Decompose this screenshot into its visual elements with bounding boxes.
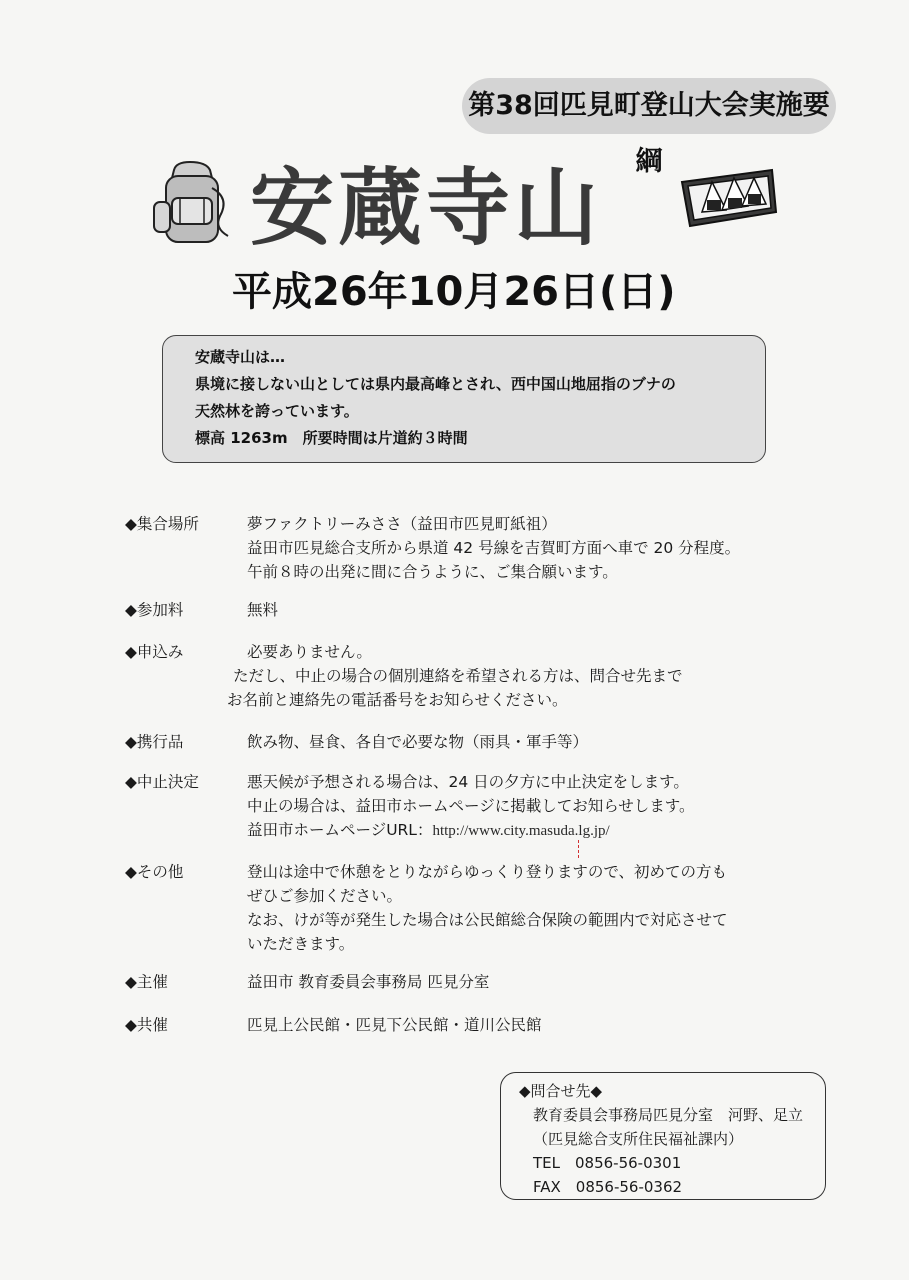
section-label: ◆参加料 (125, 601, 184, 619)
section-line: 午前８時の出発に間に合うように、ご集合願います。 (247, 563, 618, 581)
contact-box (500, 1072, 826, 1200)
contact-fax: FAX 0856-56-0362 (533, 1178, 683, 1196)
section-line: 飲み物、昼食、各自で必要な物（雨具・軍手等） (247, 733, 589, 751)
section-line: 匹見上公民館・匹見下公民館・道川公民館 (247, 1016, 542, 1034)
section-label: ◆共催 (125, 1016, 168, 1034)
section-line: 悪天候が予想される場合は、24 日の夕方に中止決定をします。 (247, 773, 689, 791)
contact-dept: （匹見総合支所住民福祉課内） (533, 1130, 744, 1148)
section-line: 無料 (247, 601, 279, 619)
section-line: ぜひご参加ください。 (247, 887, 403, 905)
red-annotation-mark (578, 840, 579, 858)
intro-line: 標高 1263m 所要時間は片道約３時間 (195, 429, 468, 447)
section-label: ◆その他 (125, 863, 184, 881)
backpack-illustration (150, 158, 232, 254)
section-line: 益田市 教育委員会事務局 匹見分室 (247, 973, 490, 991)
url-label: 益田市ホームページURL： (247, 821, 433, 839)
contact-heading: ◆問合せ先◆ (519, 1082, 603, 1100)
section-line: いただきます。 (247, 935, 355, 953)
intro-box (162, 335, 766, 463)
contact-tel: TEL 0856-56-0301 (533, 1154, 682, 1172)
section-line: お名前と連絡先の電話番号をお知らせください。 (227, 691, 568, 709)
section-line: なお、けが等が発生した場合は公民館総合保険の範囲内で対応させて (247, 911, 728, 929)
intro-line: 天然林を誇っています。 (195, 402, 359, 420)
event-date: 平成26年10月26日(日) (232, 269, 676, 315)
main-title: 安蔵寺山 (250, 159, 603, 257)
intro-line: 安蔵寺山は… (195, 348, 286, 366)
section-label: ◆集合場所 (125, 515, 199, 533)
section-line: 中止の場合は、益田市ホームページに掲載してお知らせします。 (247, 797, 695, 815)
section-label: ◆申込み (125, 643, 184, 661)
contact-office: 教育委員会事務局匹見分室 河野、足立 (533, 1106, 804, 1124)
section-line: ただし、中止の場合の個別連絡を希望される方は、問合せ先まで (233, 667, 683, 685)
section-line: 夢ファクトリーみささ（益田市匹見町紙祖） (247, 515, 557, 533)
section-label: ◆主催 (125, 973, 168, 991)
section-line: 登山は途中で休憩をとりながらゆっくり登りますので、初めての方も (247, 863, 728, 881)
intro-line: 県境に接しない山としては県内最高峰とされ、西中国山地屈指のブナの (195, 375, 676, 393)
section-label: ◆携行品 (125, 733, 184, 751)
section-line: 必要ありません。 (247, 643, 372, 661)
city-homepage-link[interactable]: http://www.city.masuda.lg.jp/ (432, 823, 610, 839)
bento-illustration (676, 160, 780, 234)
section-line: 益田市匹見総合支所から県道 42 号線を吉賀町方面へ車で 20 分程度。 (247, 539, 741, 557)
event-series-badge: 第38回匹見町登山大会実施要綱 (462, 78, 836, 134)
section-label: ◆中止決定 (125, 773, 199, 791)
